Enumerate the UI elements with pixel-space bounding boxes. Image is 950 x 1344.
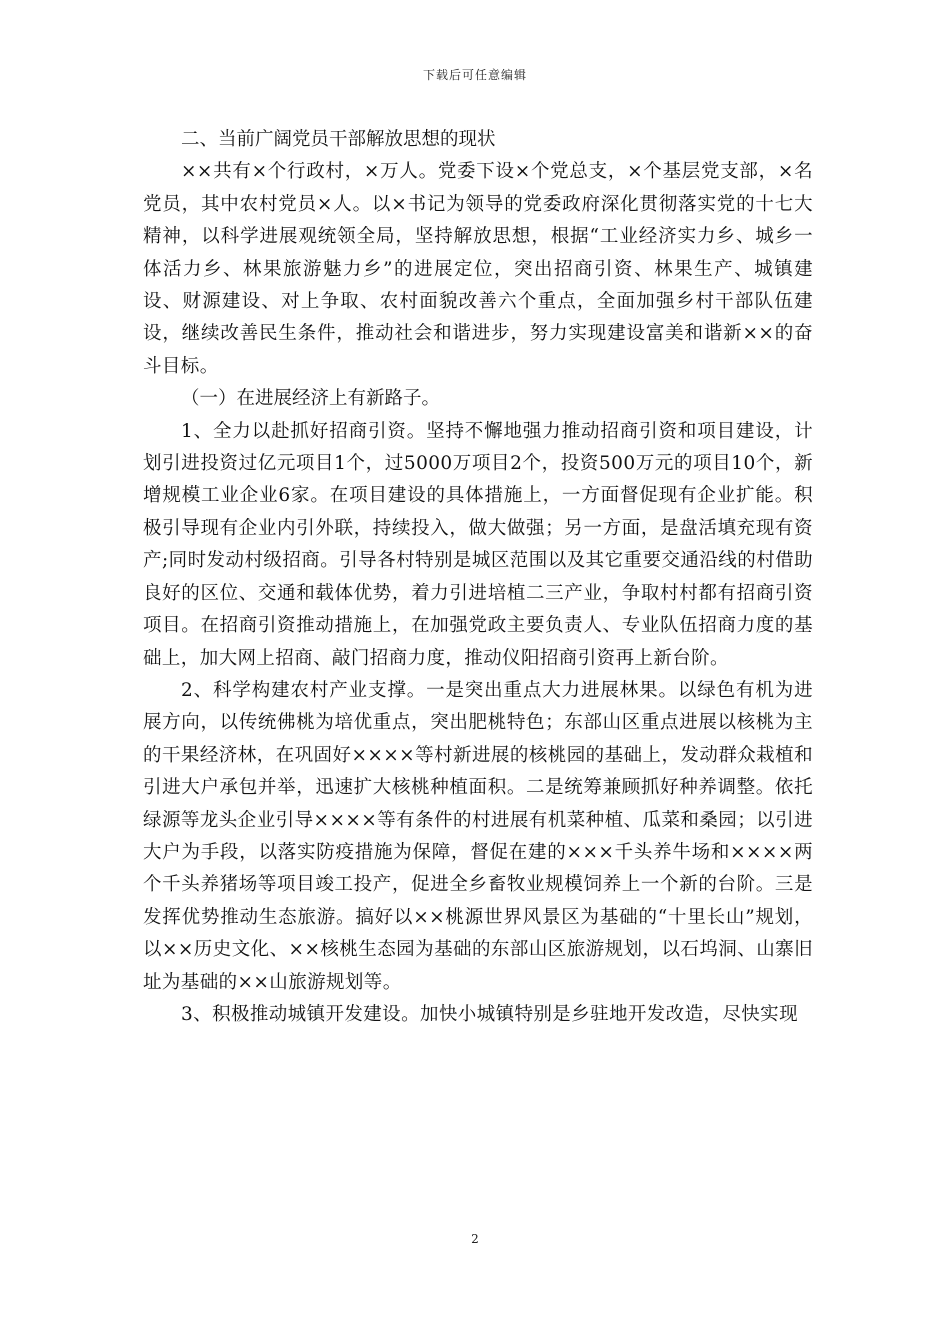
intro-paragraph: ××共有×个行政村，×万人。党委下设×个党总支，×个基层党支部，×名党员，其中农村党员×人。以×书记为领导的党委政府深化贯彻落实党的十七大精神，以科学进展观统领全局，坚持解放思想，根据“工业经济实力乡、城乡一体活力乡、林果旅游魅力乡”的进展定位，突出招商引资、林果生产、城镇建设、财源建设、对上争取、农村面貌改善六个重点，全面加强乡村干部队伍建设，继续改善民生条件，推动社会和谐进步，努力实现建设富美和谐新××的奋斗目标。: [143, 161, 813, 377]
subsection-title: （一）在进展经济上有新路子。: [181, 388, 441, 410]
page-number: 2: [471, 1232, 479, 1246]
page-header: 下载后可任意编辑: [422, 68, 527, 82]
section-title: 二、当前广阔党员干部解放思想的现状: [181, 129, 496, 150]
item-3-paragraph: 3、积极推动城镇开发建设。加快小城镇特别是乡驻地开发改造，尽快实现: [181, 1003, 798, 1025]
item-2-paragraph: 2、科学构建农村产业支撑。一是突出重点大力进展林果。以绿色有机为进展方向，以传统佛桃为培优重点，突出肥桃特色；东部山区重点进展以核桃为主的干果经济林，在巩固好××××等村新进展的核桃园的基础上，发动群众栽植和引进大户承包并举，迅速扩大核桃种植面积。二是统筹兼顾抓好种养调整。依托绿源等龙头企业引导××××等有条件的村进展有机菜种植、瓜菜和桑园；以引进大户为手段，以落实防疫措施为保障，督促在建的×××千头养牛场和××××两个千头养猪场等项目竣工投产，促进全乡畜牧业规模饲养上一个新的台阶。三是发挥优势推动生态旅游。搞好以××桃源世界风景区为基础的“十里长山”规划，以××历史文化、××核桃生态园为基础的东部山区旅游规划，以石坞洞、山寨旧址为基础的××山旅游规划等。: [143, 679, 813, 993]
document-body: [143, 124, 813, 1031]
item-1-paragraph: 1、全力以赴抓好招商引资。坚持不懈地强力推动招商引资和项目建设，计划引进投资过亿元项目1个，过5000万项目2个，投资500万元的项目10个，新增规模工业企业6家。在项目建设的具体措施上，一方面督促现有企业扩能。积极引导现有企业内引外联，持续投入，做大做强；另一方面，是盘活填充现有资产;同时发动村级招商。引导各村特别是城区范围以及其它重要交通沿线的村借助良好的区位、交通和载体优势，着力引进培植二三产业，争取村村都有招商引资项目。在招商引资推动措施上，在加强党政主要负责人、专业队伍招商力度的基础上，加大网上招商、敲门招商力度，推动仪阳招商引资再上新台阶。: [143, 420, 813, 669]
